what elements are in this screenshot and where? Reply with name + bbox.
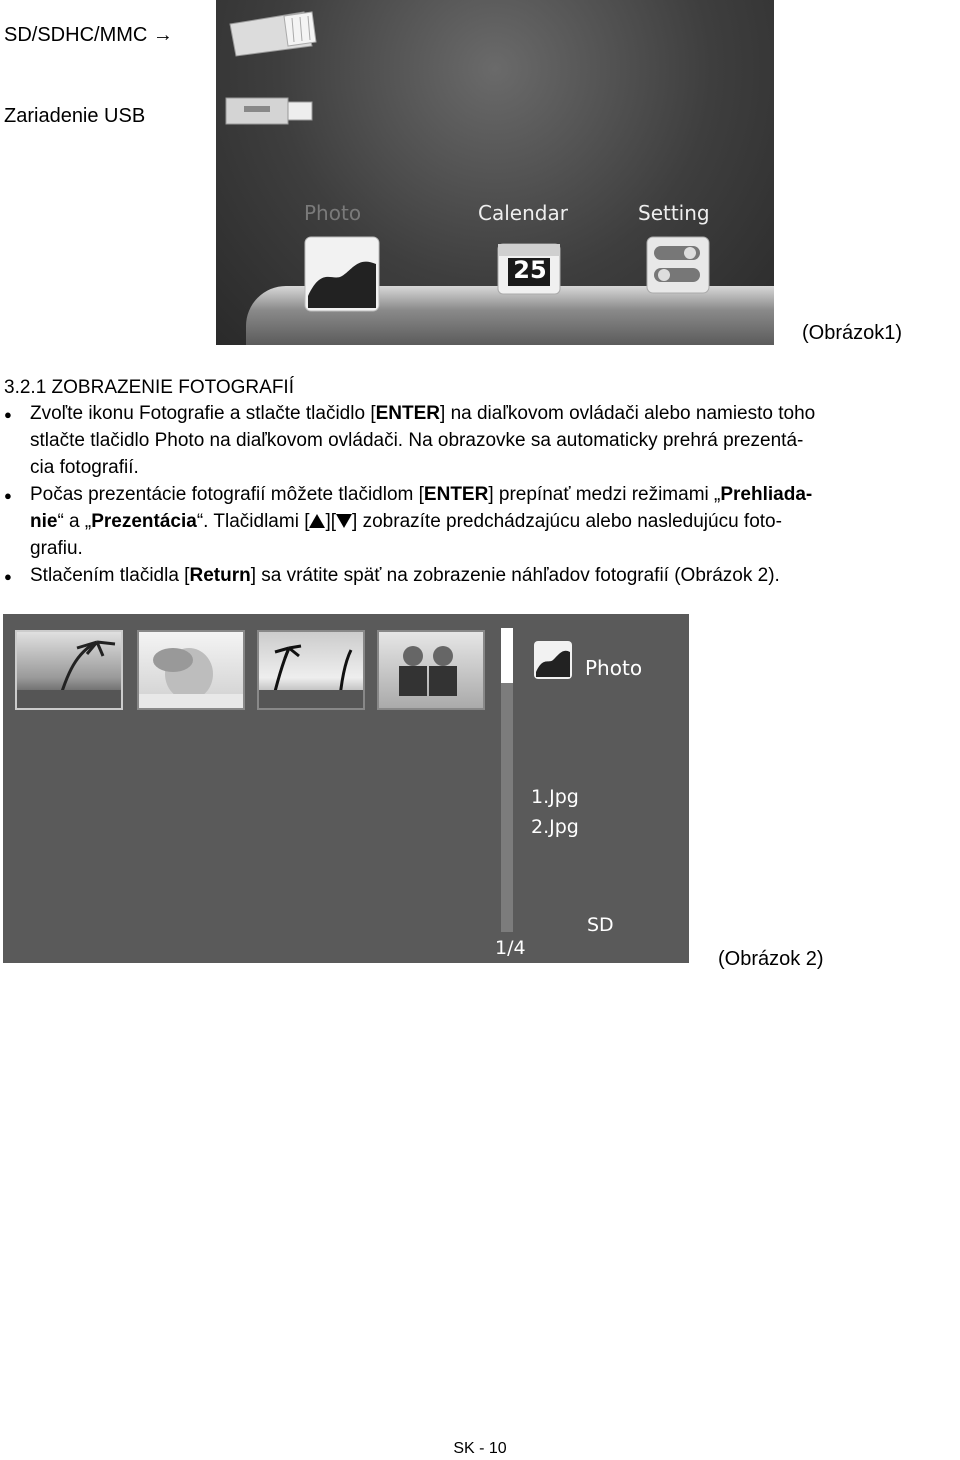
usb-label: Zariadenie USB (4, 105, 146, 127)
down-arrow-icon (336, 514, 352, 528)
photo-mode-icon (533, 640, 573, 680)
thumbnail-3[interactable] (257, 630, 365, 710)
bullet-2-line-1: Počas prezentácie fotografií môžete tlačidlom [ENTER] prepínať medzi režimami „Prehliada- (30, 484, 813, 505)
bullet-1: ● (4, 407, 12, 422)
menu-calendar-label[interactable]: Calendar (478, 201, 568, 225)
usb-drive-icon[interactable] (224, 92, 316, 132)
bullet-2: ● (4, 488, 12, 503)
photo-browser-screenshot (3, 614, 689, 963)
thumbnail-2[interactable] (137, 630, 245, 710)
bullet-2-line-2: nie“ a „Prezentácia“. Tlačidlami [ ][ ] zobrazíte predchádzajúcu alebo nasledujúcu foto- (30, 511, 782, 532)
page-indicator: 1/4 (495, 937, 526, 959)
file-item-1[interactable]: 1.Jpg (531, 786, 579, 808)
bullet-3: ● (4, 569, 12, 584)
bullet-1-line-3: cia fotografií. (30, 457, 139, 478)
setting-icon[interactable] (646, 236, 710, 294)
bullet-2-line-3: grafiu. (30, 538, 83, 559)
bullet-3-line-1: Stlačením tlačidla [Return] sa vrátite späť na zobrazenie náhľadov fotografií (Obrázok 2). (30, 565, 780, 586)
children-photo (379, 632, 483, 708)
beach-photo (17, 632, 121, 708)
menu-photo-label[interactable]: Photo (304, 201, 362, 225)
screen-title: Photo (585, 656, 643, 680)
photo-icon[interactable] (304, 236, 382, 314)
figure-caption-1: (Obrázok1) (802, 322, 903, 344)
source-label: SD (587, 914, 614, 936)
palm-beach-photo (259, 632, 363, 708)
scrollbar-track[interactable] (501, 628, 513, 932)
page-footer: SK - 10 (453, 1440, 507, 1457)
thumbnail-1[interactable] (15, 630, 123, 710)
file-item-2[interactable]: 2.Jpg (531, 816, 579, 838)
menu-setting-label[interactable]: Setting (638, 201, 710, 225)
main-menu-screenshot (216, 0, 774, 345)
baby-photo (139, 632, 243, 708)
thumbnail-4[interactable] (377, 630, 485, 710)
calendar-day: 25 (513, 256, 547, 284)
sd-card-icon[interactable] (222, 6, 318, 58)
bullet-1-line-2: stlačte tlačidlo Photo na diaľkovom ovládači. Na obrazovke sa automaticky prehrá prezentá- (30, 430, 804, 451)
scrollbar-thumb[interactable] (501, 628, 513, 683)
section-heading: 3.2.1 ZOBRAZENIE FOTOGRAFIÍ (4, 377, 294, 398)
bullet-1-line-1: Zvoľte ikonu Fotografie a stlačte tlačidlo [ENTER] na diaľkovom ovládači alebo namiesto toho (30, 403, 816, 424)
sd-label: SD/SDHC/MMC → (4, 24, 173, 46)
figure-caption-2: (Obrázok 2) (718, 948, 824, 970)
up-arrow-icon (309, 514, 325, 528)
